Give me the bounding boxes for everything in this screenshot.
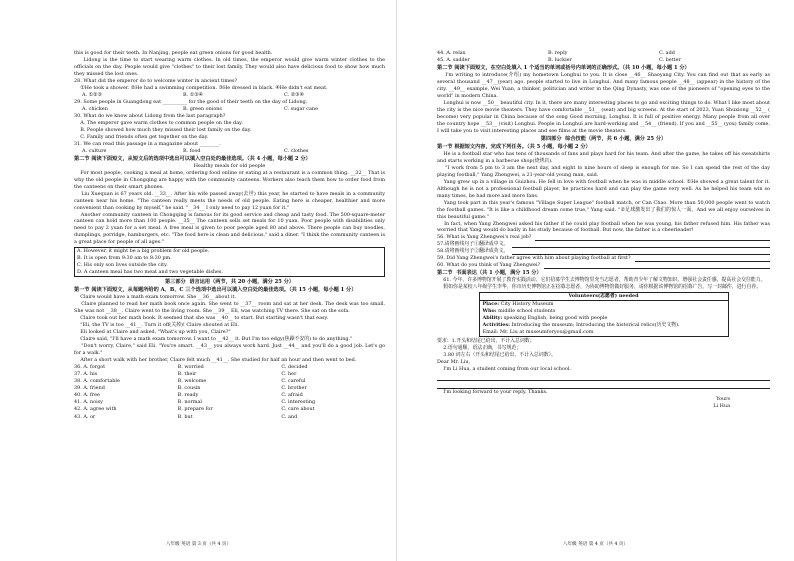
- box-option: A. However, it might be a big problem for old people.: [77, 248, 210, 255]
- answer-line[interactable]: [544, 264, 770, 269]
- option-row: 44. A. relax B. reply C. add: [437, 50, 675, 56]
- passage-paragraph: Claire would have a math exam tomorrow. She __36__ about it.: [74, 294, 237, 301]
- option-row: 43. A. or B. but C. and: [74, 413, 298, 420]
- poster-row: Ability: speaking English, being good with people: [482, 315, 608, 322]
- option: C. Family and friends often get together on the day.: [74, 133, 209, 140]
- question-31: 31. We can read this passage in a magazine about ________.: [74, 140, 221, 147]
- passage-paragraph: Another community canteen in Chongqing is famous for its good service and cheap and tasty food. The 500-square-meter canteen can hold more than 100 people. __35__ The canteen sells set meals for 10 yuan. Poor people with disabilities only need to pay 2 yuan for a set meal. A free meal is given to poor people aged 80 and above. There people can buy noodles, dumplings, porridge, hamburgers, etc. "The food here is clean and delicious," said a diner. "I think the community canteen is a great place for people of all ages.": [74, 211, 387, 246]
- option-row: 45. A. sadder B. luckier C. better: [437, 57, 681, 64]
- passage-paragraph: Claire planned to read her math book once again. She went to __37__ room and sat at her desk. The desk was too small. She was not __38__. Claire went to the living room. She __39__ Eli, was watching TV there. She sat on the sofa.: [74, 301, 387, 315]
- question-56: 56. What is Yang Zhengwei's real job?: [437, 234, 770, 241]
- option-row: 36. A. forgot B. worried C. decided: [74, 363, 308, 370]
- passage-line: Lidong is the time to start wearing warm clothes. In old times, the emperor would give warm winter clothes to the officials on the day. People would give "clothes" to their lost family. They would also have delicious food to show how much they missed the lost ones.: [74, 56, 387, 77]
- box-option: D. A canteen meal has two meat and two vegetable dishes.: [77, 269, 223, 276]
- option: B. food: [183, 147, 201, 154]
- passage-paragraph: After a short walk with her brother, Claire felt much __41__. She studied for half an hour and then went to bed.: [74, 356, 357, 363]
- right-page: [397, 0, 794, 561]
- poster-row: Place: City History Museum: [482, 301, 554, 308]
- part-heading: 第四部分 综合技能（两节，共 6 小题，满分 25 分）: [540, 135, 667, 142]
- poster-row: Email: Mr. Liu at museumforyou@gmail.com: [482, 328, 594, 335]
- passage-paragraph: Liu Xuequan is 67 years old. __33__. After his wife passed away(去世) this year, he started to have meals in a community canteen near his home. "The canteen really meets the needs of old people. Eating here is cheaper, healthier and more convenient than cooking by myself," he said. "__34__ I only need to pay 12 yuan for it.": [74, 190, 387, 211]
- letter-closing: I'm looking forward to your reply. Thanks.: [437, 388, 548, 395]
- question-60: 60. What do you think of Yang Zhengwei?: [437, 262, 770, 269]
- passage-paragraph: Claire said, "I'll have a math exam tomorrow. I want to __42__ it. But I'm too edgy(焦躁不安的) to do anything.": [74, 335, 353, 342]
- option: B. green onions: [183, 105, 222, 112]
- volunteer-poster: [479, 292, 729, 337]
- question-29-options: [74, 106, 385, 113]
- option: C. ②③④: [284, 91, 304, 98]
- options-box: [74, 247, 385, 277]
- poster-row: Who: middle school students: [482, 308, 556, 315]
- passage-paragraph: He is a football star who has tens of thousands of fans and plays hard for his team. And after the game, he takes off his sweatshirts and starts working in a barbecue shop(烧烤店).: [437, 150, 772, 164]
- option: B. People showed how much they missed their lost family on the day.: [74, 126, 252, 133]
- letter-sign-yours: Yours: [716, 395, 730, 402]
- requirement: 要求：1.开头和结尾已给出，不计入总词数；: [437, 337, 535, 344]
- poster-title: Volunteers(志愿者) needed: [480, 293, 728, 301]
- section-heading: 第一节 阅读下面短文，从每题所给的 A、B、C 三个选项中选出可以填入空白处的最佳选项。（共 15 小题，每小题 1 分）: [74, 287, 357, 294]
- option: A. ①②③: [82, 91, 102, 98]
- section-heading: 第二节 阅读下面短文，从短文后的选项中选出可以填入空白处的最佳选项。（共 4 小题，每小题 2 分）: [74, 155, 311, 162]
- option: A. culture: [82, 147, 107, 154]
- option-row: 38. A. comfortable B. welcome C. careful: [74, 377, 306, 384]
- option: A. The emperor gave warm clothes to common people on the day.: [74, 119, 243, 126]
- section-heading: 第二节 书面表达（共 1 小题，满分 15 分）: [437, 270, 542, 277]
- passage-paragraph: "Don't worry, Claire," said Eli. "You're smart. __43__ you always work hard. Just __44__ and you'll do a good job. Let's go for a walk.": [74, 342, 387, 356]
- option-row: 37. A. his B. their C. her: [74, 370, 297, 377]
- writing-task: 61. 今年，许多博物馆开展了教育实践活动。它们招募学生去博物馆里充当志愿者，帮助青少年了解文物知识，增强社会责任感，提高社会交往能力。: [437, 277, 766, 284]
- part-heading: 第三部分 语言运用（两节，共 20 小题，满分 25 分）: [164, 279, 295, 286]
- passage-title: Healthy meals for old people: [193, 162, 266, 169]
- option: C. sugar cane: [284, 105, 318, 112]
- letter-greeting: Dear Mr. Liu,: [437, 358, 471, 365]
- box-option: C. His only son lives outside the city.: [77, 262, 168, 269]
- question-57: 57.请将画线句子①翻译成中文。: [437, 241, 770, 248]
- passage-paragraph: In fact, when Yang Zhengwei asked his father if he could play football when he was young, his father refused him. His father was worried that Yang would do badly in his study because of football. But now, the father is a cheerleader!: [437, 220, 772, 234]
- question-28: 28. What did the emperor do to welcome winter in ancient times?: [74, 77, 238, 84]
- section-heading: 第一节 根据短文内容，完成下列任务。（共 5 小题，每小题 2 分）: [437, 143, 591, 150]
- passage-paragraph: I'm writing to introduce(介绍) my hometown Longhui to you. It is close __46__ Shaoyang City. You can find out that as early as several thousand __47__(year) ago, people started to live in Longhui. And many famous people __48__ (appear) in the history of the city. __49__ example, Wei Yuan, a thinker, politician and writer in the Qing Dynasty, was one of the pioneers of "opening eyes to the world" in modern China.: [437, 72, 772, 100]
- writing-line[interactable]: [437, 381, 770, 389]
- passage-paragraph: Longhui is now __50__ beautiful city. In it, there are many interesting places to go and exciting things to do. What I like most about the city is the nice movie theaters. They have comfortable __51__ (seat) and big screens. At the start of 2023, Yuan Shuxiong __52__ ( become) very popular in China because of the song Good morning, Longhui. It is full of positive energy. Many people from all over the country hope __53__ (visit) Longhui. People in Longhui are hard-working and __54__ (friend). If you and __55__ (you) family come, I will take you to visit interesting places and see films at the movie theaters.: [437, 100, 772, 134]
- answer-line[interactable]: [512, 243, 770, 248]
- question-28-options: [74, 92, 385, 99]
- requirement: 3.80 词左右（开头和结尾已给出，不计入总词数）。: [437, 351, 556, 358]
- question-29: 29. Some people in Guangdong eat __________ for the good of their teeth on the day of Lidong.: [74, 98, 308, 105]
- answer-line[interactable]: [635, 257, 770, 262]
- question-31-options: [74, 148, 385, 155]
- option: A. chicken: [82, 105, 108, 112]
- page-footer: 八年级 英语 第 3 页（共 4 页）: [165, 542, 232, 547]
- section-heading: 第二节 阅读下面短文，在空白处填入 1 个适当的单词或括号内单词的正确形式。（共 10 小题，每小题 1 分）: [437, 65, 690, 72]
- question-59: 59. Did Yang Zhengwei's father agree with him about playing football at first?: [437, 255, 770, 262]
- passage-paragraph: Yang took part in this year's famous "Village Super League" football match, or Can Chao. More than 50,000 people went to watch the football games. "It is like a childhood dream come true," Yang said. "②足球激发出了我们的惊人一面。And we all enjoy ourselves in this beautiful game.": [437, 199, 772, 220]
- option-row: 41. A. noisy B. normal C. interesting: [74, 399, 316, 406]
- page-footer: 八年级 英语 第 4 页（共 4 页）: [562, 542, 629, 547]
- answer-line[interactable]: [535, 236, 770, 241]
- poster-row: Activities: Introducing the museum; Introducing the historical relics(历史文物).: [482, 321, 680, 328]
- question-28-items: ①He took a shower. ②He had a swimming competition. ③He dressed in black. ④He didn't eat meat.: [74, 84, 328, 91]
- passage-paragraph: Claire took out her math book. It seemed that she was __40__ to start. But starting wasn't that easy.: [74, 315, 329, 322]
- option: B. ①③④: [183, 91, 203, 98]
- passage-paragraph: Yang grew up in a village in Guizhou. He fell in love with football when he was in middle school. ①He showed a great talent for it. Although he is not a professional football player, he practices hard and can play the game very well. As he helped his team win so many times, he had more and more fans.: [437, 178, 772, 199]
- letter-opening: I'm Li Hua, a student coming from our local school.: [437, 365, 571, 372]
- option: C. clothes: [284, 147, 309, 154]
- passage-paragraph: "I work from 5 pm to 3 am the next day, and eight to nine hours of sleep is enough for me. So I can spend the rest of the day playing football," Yang Zhengwei, a 21-year-old young man, said.: [437, 164, 772, 178]
- passage-paragraph: For most people, cooking a meal at home, ordering food online or eating at a restaurant is a common thing. __32__ That is why the old people in Chongqing are happy with the community canteens. Workers also teach them how to order food from the canteens on their smart phones.: [74, 169, 387, 190]
- cloze-options: [74, 364, 385, 421]
- option-row: 40. A. free B. ready C. afraid: [74, 392, 303, 399]
- passage-paragraph: "Eli, the TV is too __41__. Turn it off(关掉)! Claire shouted at Eli.: [74, 322, 239, 329]
- box-option: B. It is open from 9:30 am to 8:30 pm.: [77, 255, 172, 262]
- letter-sign-name: Li Hua: [713, 402, 730, 409]
- requirement: 2.语句通顺，语法正确，书写规范；: [437, 344, 522, 351]
- passage-line: this is good for their teeth. In Nanjing, people eat green onions for good health.: [74, 50, 273, 56]
- option-row: 39. A. friend B. cousin C. brother: [74, 385, 307, 392]
- writing-line[interactable]: [437, 373, 770, 381]
- question-58: 58.请将画线句子②翻译成英文。: [437, 248, 770, 255]
- option-row: 42. A. agree with B. prepare for C. care about: [74, 406, 315, 413]
- writing-task: 假如你是某校八年级学生李华，你市历史博物馆正在招募志愿者，为协助博物馆做好服务，请你根据该博物馆的招募广告，写一封邮件，进行自荐。: [437, 284, 762, 291]
- passage-paragraph: Eli looked at Claire and asked, "What's up with you, Claire?": [74, 328, 231, 335]
- question-30: 30. What do we know about Lidong from the last paragraph?: [74, 112, 226, 119]
